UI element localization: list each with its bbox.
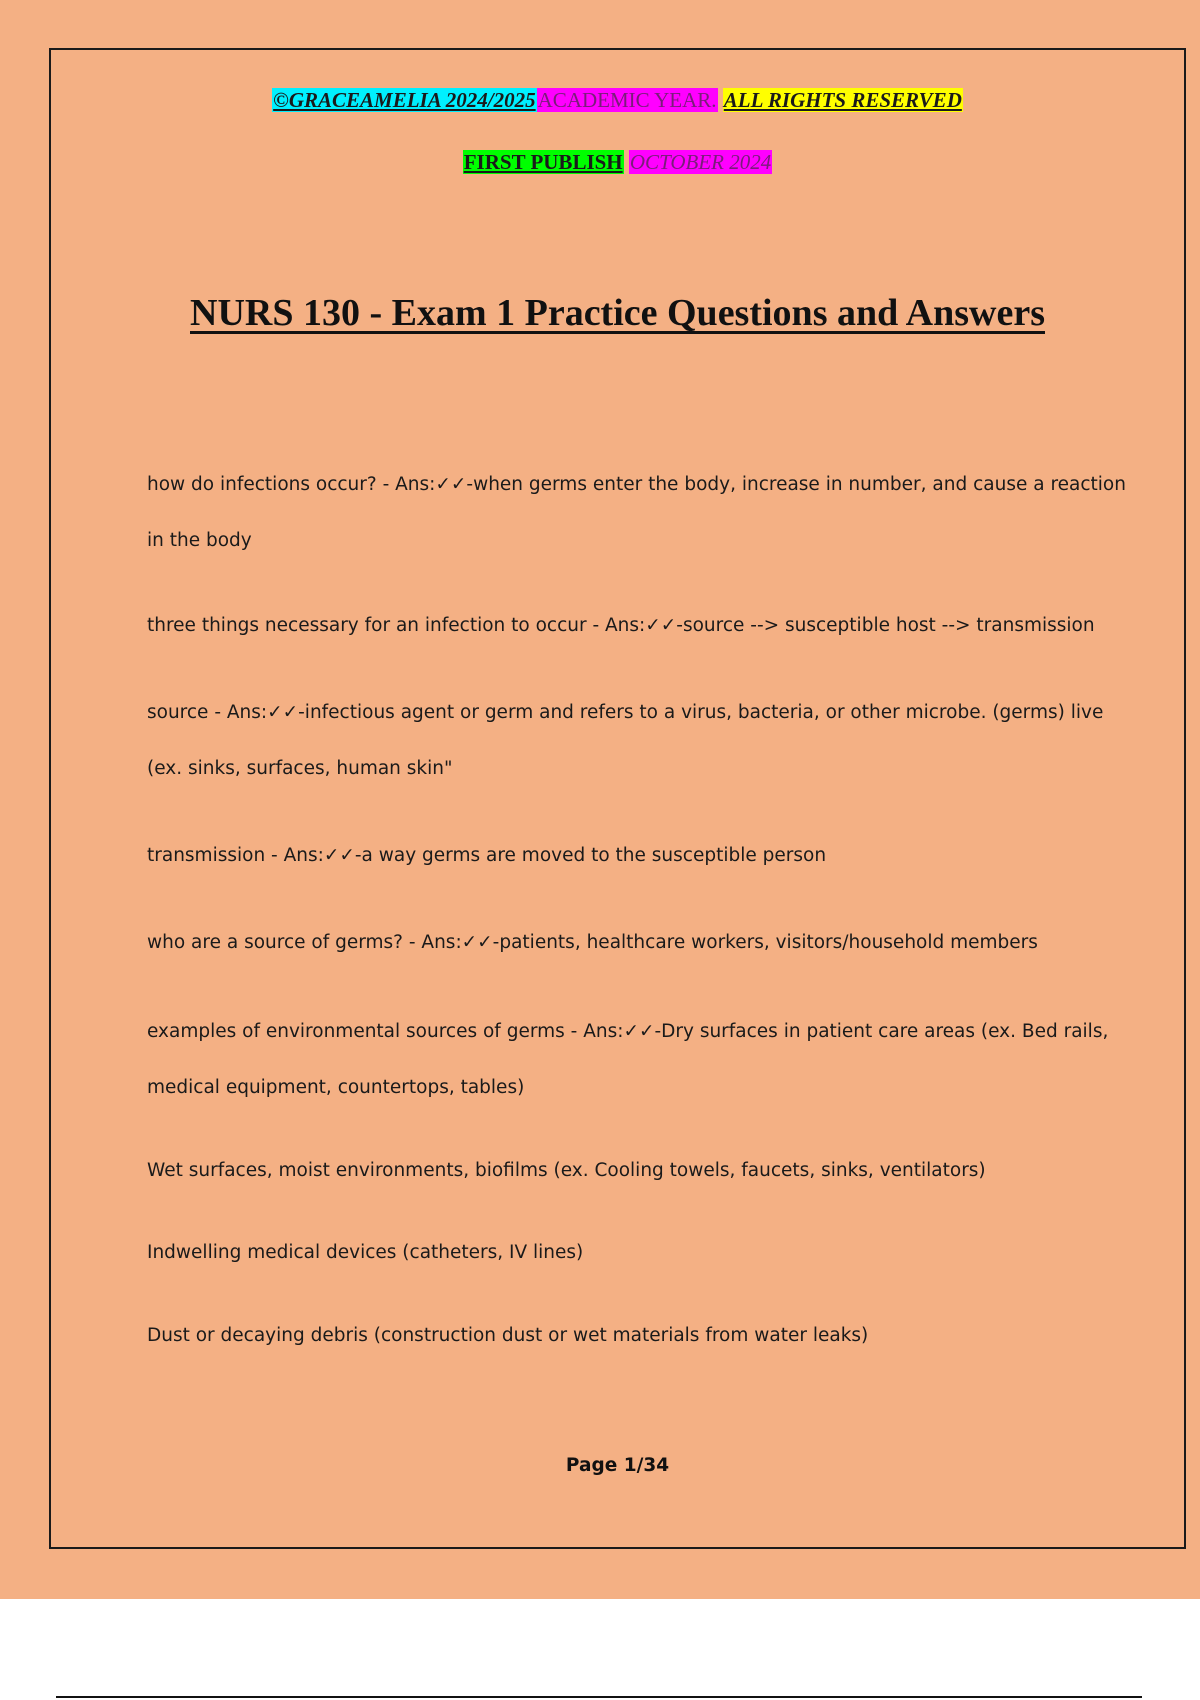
qa-item: transmission - Ans:✓✓-a way germs are moved to the susceptible person xyxy=(147,845,827,866)
publish-header xyxy=(51,149,1184,175)
copyright-header xyxy=(51,87,1184,113)
qa-item: who are a source of germs? - Ans:✓✓-patients, healthcare workers, visitors/household members xyxy=(147,932,1038,953)
rights-label: ALL RIGHTS RESERVED xyxy=(723,88,962,112)
copyright-label: ©GRACEAMELIA 2024/2025 xyxy=(273,88,536,112)
qa-item: Dust or decaying debris (construction dust or wet materials from water leaks) xyxy=(147,1325,869,1346)
qa-item: three things necessary for an infection to occur - Ans:✓✓-source --> susceptible host --> transmission xyxy=(147,615,1095,636)
page-frame xyxy=(49,48,1186,1549)
qa-item: how do infections occur? - Ans:✓✓-when germs enter the body, increase in number, and cause a reaction in the body xyxy=(147,474,1126,551)
academic-year-label: ACADEMIC YEAR. xyxy=(537,88,717,112)
page-number: Page 1/34 xyxy=(565,1455,670,1476)
document-title-text: NURS 130 - Exam 1 Practice Questions and Answers xyxy=(190,292,1045,334)
bottom-divider xyxy=(56,1696,1142,1698)
qa-item: Indwelling medical devices (catheters, IV lines) xyxy=(147,1242,584,1263)
first-publish-label: FIRST PUBLISH xyxy=(463,150,623,174)
publish-date-label: OCTOBER 2024 xyxy=(629,150,772,174)
qa-item: source - Ans:✓✓-infectious agent or germ and refers to a virus, bacteria, or other microbe. (germs) live (ex. sinks, surfaces, human skin" xyxy=(147,702,1104,779)
qa-item: Wet surfaces, moist environments, biofilms (ex. Cooling towels, faucets, sinks, ventilators) xyxy=(147,1160,986,1181)
document-title xyxy=(51,290,1184,336)
qa-item: examples of environmental sources of germs - Ans:✓✓-Dry surfaces in patient care areas (ex. Bed rails, medical equipment, countertops, tables) xyxy=(147,1021,1109,1098)
